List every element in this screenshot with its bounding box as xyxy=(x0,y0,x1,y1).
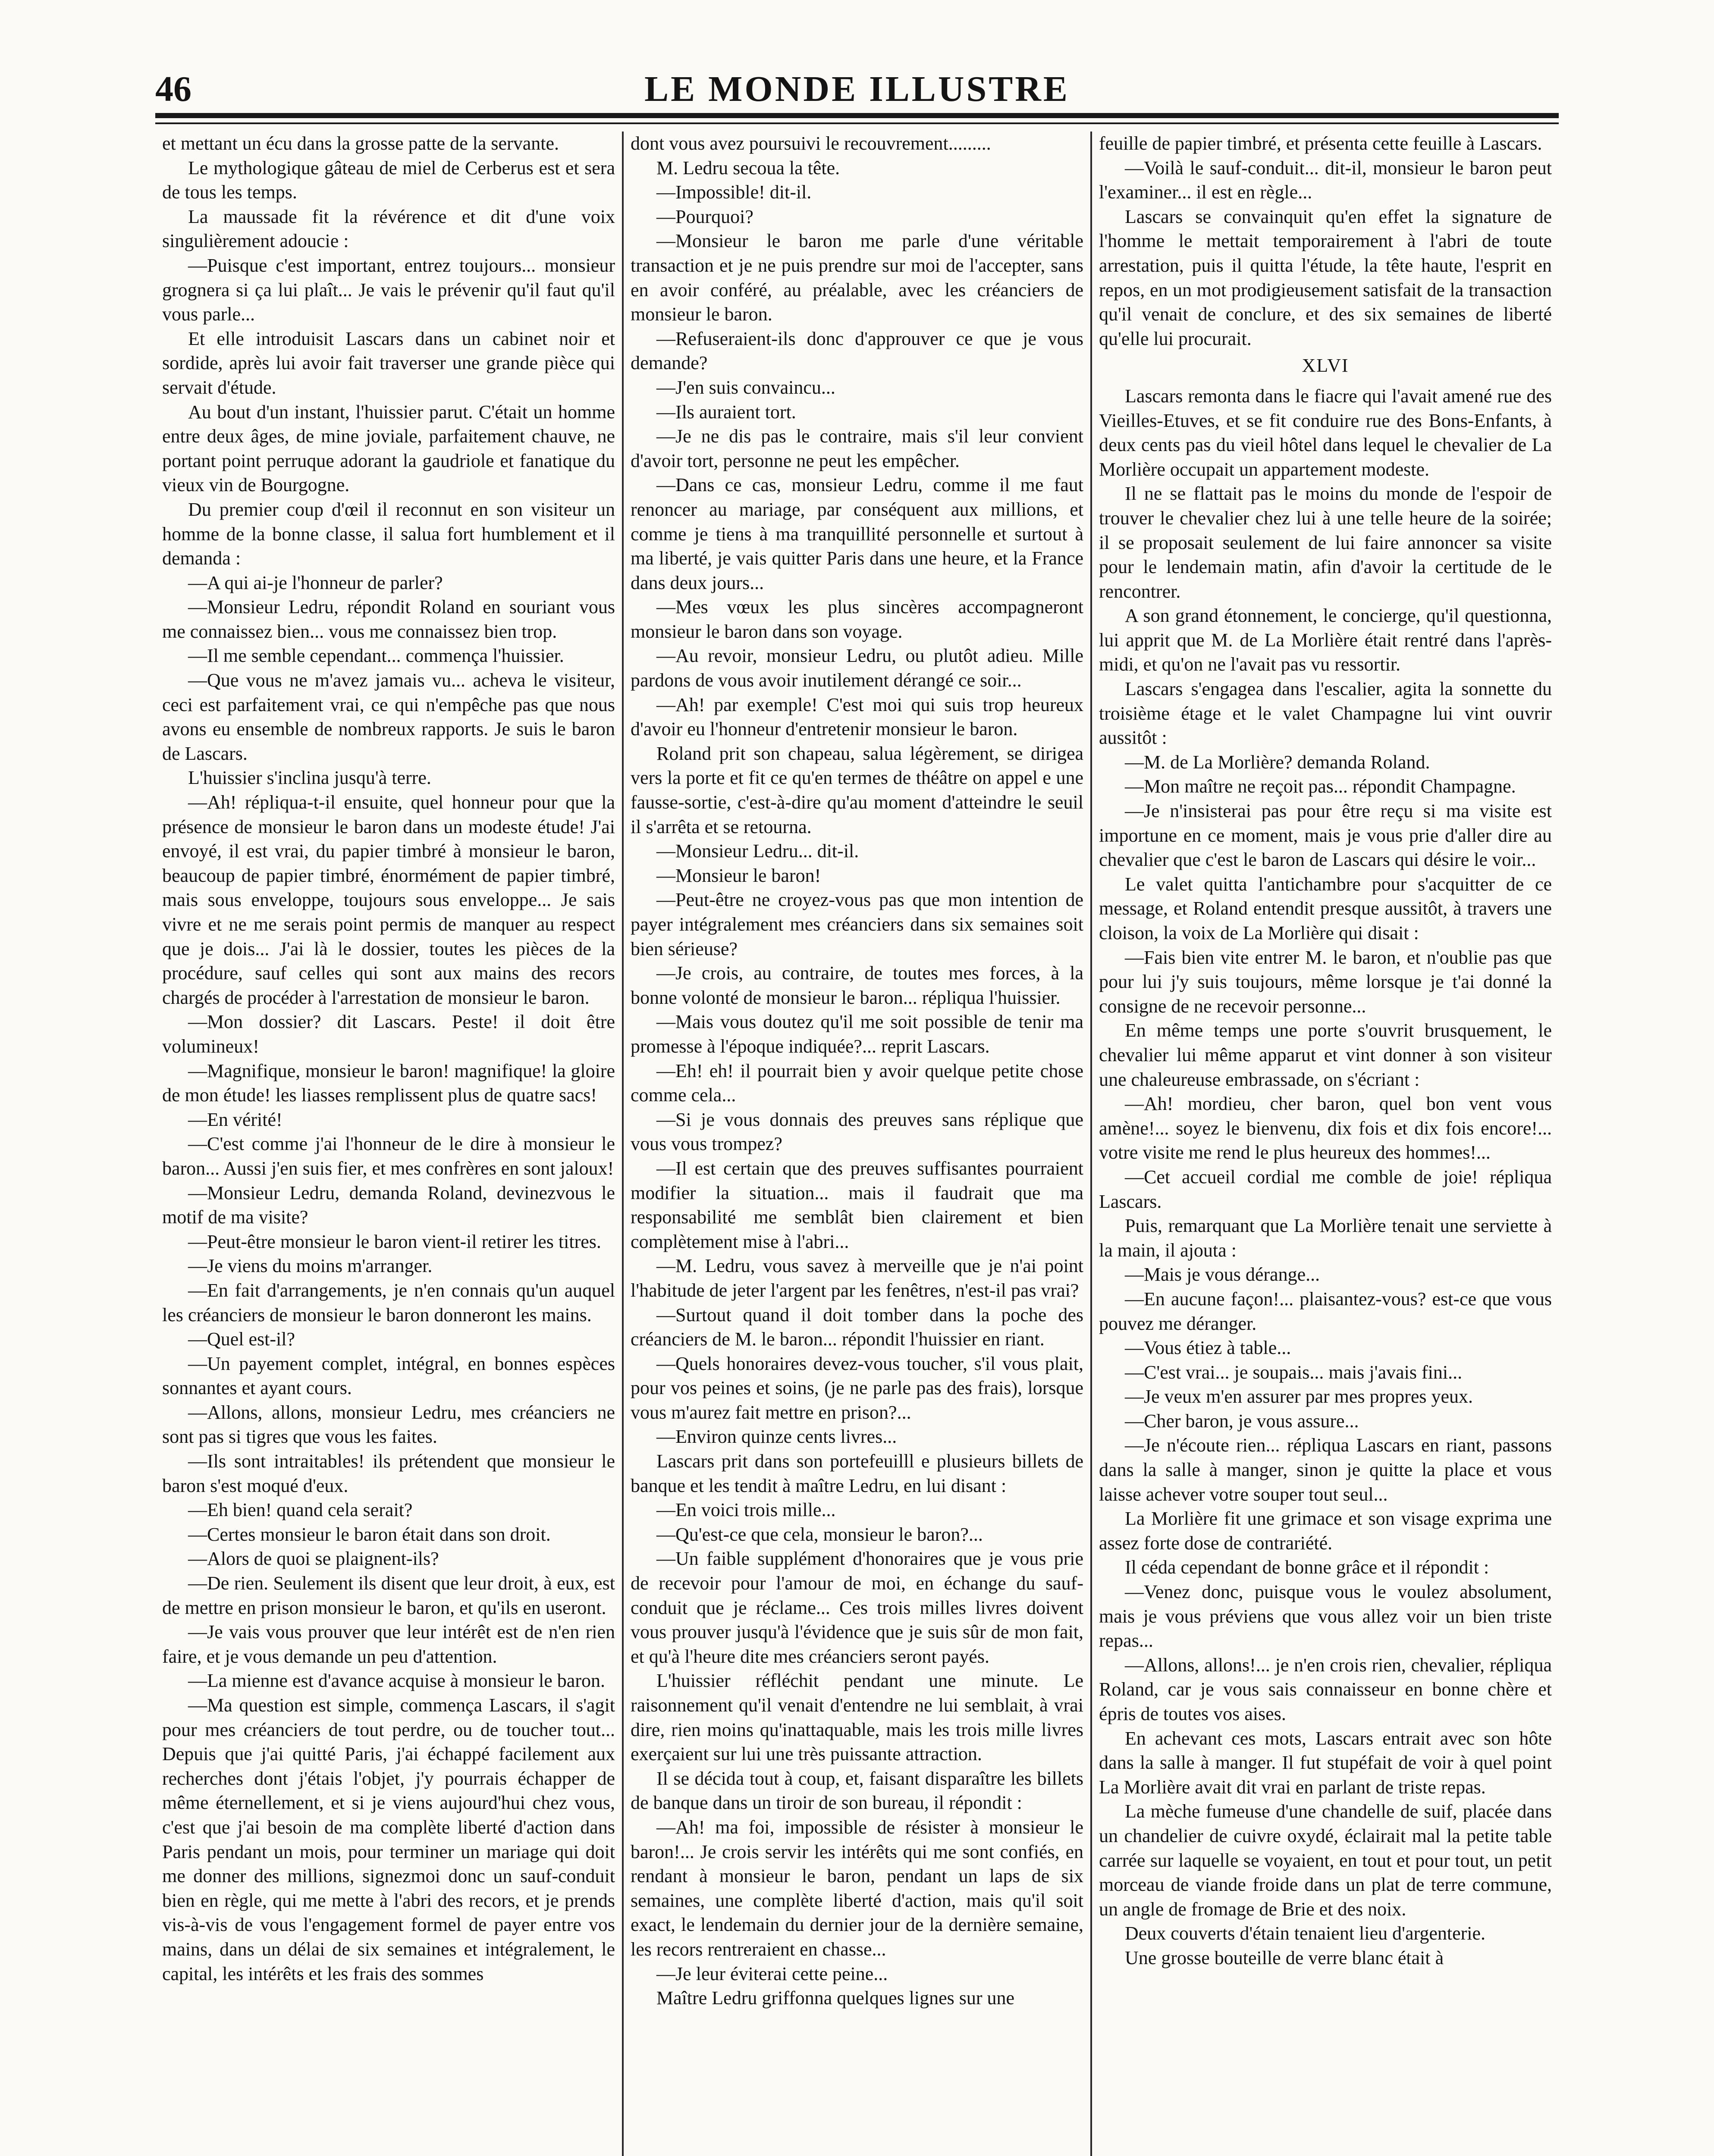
paragraph: —De rien. Seulement ils disent que leur droit, à eux, est de mettre en prison monsieur le baron, et qu'ils en useront. xyxy=(162,1573,615,1618)
paragraph: —Un payement complet, intégral, en bonnes espèces sonnantes et ayant cours. xyxy=(162,1353,615,1399)
paragraph: Deux couverts d'étain tenaient lieu d'argenterie. xyxy=(1125,1923,1486,1944)
paragraph: —Monsieur le baron! xyxy=(656,865,821,886)
paragraph: —Qu'est-ce que cela, monsieur le baron?... xyxy=(656,1523,983,1545)
paragraph: —Venez donc, puisque vous le voulez absolument, mais je vous préviens que vous allez voir un bien triste repas... xyxy=(1099,1581,1552,1651)
paragraph: —Un faible supplément d'honoraires que je vous prie de recevoir pour l'amour de moi, en échange du sauf-conduit que je réclame... Ces trois milles livres doivent vous prouver jusqu'à l'évidence que je suis sûr de mon fait, et qu'à l'heure dite mes créanciers seront payés. xyxy=(631,1548,1083,1667)
paragraph: et mettant un écu dans la grosse patte de la servante. xyxy=(162,133,559,154)
paragraph: —En fait d'arrangements, je n'en connais qu'un auquel les créanciers de monsieur le baron donneront les mains. xyxy=(162,1279,615,1326)
paragraph: Il ne se flattait pas le moins du monde de l'espoir de trouver le chevalier chez lui à une telle heure de la soirée; il se proposait seulement de lui faire annoncer sa visite pour le lendemain matin, afin d'avoir la certitude de le rencontrer. xyxy=(1099,483,1552,602)
paragraph: —Refuseraient-ils donc d'approuver ce que je vous demande? xyxy=(631,328,1083,374)
text-columns xyxy=(155,132,1559,2156)
paragraph: —Je n'écoute rien... répliqua Lascars en riant, passons dans la salle à manger, sinon je quitte la place et vous laisse achever votre souper tout seul... xyxy=(1099,1435,1552,1505)
paragraph: Lascars remonta dans le fiacre qui l'avait amené rue des Vieilles-Etuves, et se fit conduire rue des Bons-Enfants, à deux cents pas du vieil hôtel dans lequel le chevalier de La Morlière occupait un appartement modeste. xyxy=(1099,385,1552,480)
paragraph: —C'est vrai... je soupais... mais j'avais fini... xyxy=(1125,1361,1463,1383)
paragraph: —Je crois, au contraire, de toutes mes forces, à la bonne volonté de monsieur le baron... répliqua l'huissier. xyxy=(631,962,1083,1008)
header-rule-thick xyxy=(155,113,1559,118)
paragraph: Et elle introduisit Lascars dans un cabinet noir et sordide, après lui avoir fait traverser une grande pièce qui servait d'étude. xyxy=(162,328,615,398)
paragraph: Au bout d'un instant, l'huissier parut. C'était un homme entre deux âges, de mine joviale, parfaitement chauve, ne portant point perruque adorant la gaudriole et fanatique du vieux vin de Bourgogne. xyxy=(162,401,615,496)
paragraph: Roland prit son chapeau, salua légèrement, se dirigea vers la porte et fit ce qu'en termes de théâtre on appel e une fausse-sortie, c'est-à-dire qu'au moment d'atteindre le seuil il s'arrêta et se retourna. xyxy=(631,743,1083,837)
paragraph: —En voici trois mille... xyxy=(656,1499,836,1521)
paragraph: —Peut-être monsieur le baron vient-il retirer les titres. xyxy=(188,1231,601,1252)
paragraph: Il céda cependant de bonne grâce et il répondit : xyxy=(1125,1557,1489,1578)
column-middle xyxy=(624,132,1090,2156)
paragraph: —Quels honoraires devez-vous toucher, s'il vous plait, pour vos peines et soins, (je ne parle pas des frais), lorsque vous m'aurez fait mettre en prison?... xyxy=(631,1353,1083,1423)
paragraph: —Je ne dis pas le contraire, mais s'il leur convient d'avoir tort, personne ne peut les empêcher. xyxy=(631,426,1083,471)
paragraph: —Ah! par exemple! C'est moi qui suis trop heureux d'avoir eu l'honneur d'entretenir monsieur le baron. xyxy=(631,694,1083,740)
column-right xyxy=(1092,132,1559,2156)
paragraph: L'huissier réfléchit pendant une minute. Le raisonnement qu'il venait d'entendre ne lui semblait, à vrai dire, rien moins qu'inattaquable, mais les trois mille livres exerçaient sur lui une très puissante attraction. xyxy=(631,1670,1083,1765)
paragraph: —Mon dossier? dit Lascars. Peste! il doit être volumineux! xyxy=(162,1011,615,1057)
chapter-heading: XLVI xyxy=(1302,355,1349,376)
paragraph: —Peut-être ne croyez-vous pas que mon intention de payer intégralement mes créanciers dans six semaines soit bien sérieuse? xyxy=(631,889,1083,959)
paragraph: La mèche fumeuse d'une chandelle de suif, placée dans un chandelier de cuivre oxydé, éclairait mal la petite table carrée sur laquelle se voyaient, en tout et pour tout, un petit morceau de viande froide dans un plat de terre commune, un angle de fromage de Brie et des noix. xyxy=(1099,1801,1552,1920)
paragraph: —Impossible! dit-il. xyxy=(656,182,812,203)
paragraph: —Ah! répliqua-t-il ensuite, quel honneur pour que la présence de monsieur le baron dans un modeste étude! J'ai envoyé, il est vrai, du papier timbré à monsieur le baron, beaucoup de papier timbré, énormément de papier timbré, mais sous enveloppe, toujours sous enveloppe... Je sais vivre et ne me serais point permis de manquer au respect que je dois... J'ai là le dossier, toutes les pièces de la procédure, sauf celles qui sont aux mains des recors chargés de procéder à l'arrestation de monsieur le baron. xyxy=(162,792,615,1008)
paragraph: —M. Ledru, vous savez à merveille que je n'ai point l'habitude de jeter l'argent par les fenêtres, n'est-il pas vrai? xyxy=(631,1255,1083,1301)
paragraph: —Dans ce cas, monsieur Ledru, comme il me faut renoncer au mariage, par conséquent aux millions, et comme je tiens à ma tranquillité personnelle et surtout à ma liberté, je vais quitter Paris dans une heure, et la France dans deux jours... xyxy=(631,474,1083,593)
paragraph: —Voilà le sauf-conduit... dit-il, monsieur le baron peut l'examiner... il est en règle... xyxy=(1099,157,1552,203)
paragraph: —Que vous ne m'avez jamais vu... acheva le visiteur, ceci est parfaitement vrai, ce qui n'empêche pas que nous avons eu ensemble de nombreux rapports. Je suis le baron de Lascars. xyxy=(162,670,615,764)
paragraph: —Mes vœux les plus sincères accompagneront monsieur le baron dans son voyage. xyxy=(631,596,1083,642)
paragraph: —Ils sont intraitables! ils prétendent que monsieur le baron s'est moqué d'eux. xyxy=(162,1451,615,1496)
paragraph: M. Ledru secoua la tête. xyxy=(656,157,840,179)
paragraph: —Je n'insisterai pas pour être reçu si ma visite est importune en ce moment, mais je vous prie d'aller dire au chevalier que c'est le baron de Lascars qui désire le voir... xyxy=(1099,800,1552,871)
paragraph: —En vérité! xyxy=(188,1109,283,1130)
paragraph: dont vous avez poursuivi le recouvrement......... xyxy=(631,133,991,154)
page-header xyxy=(155,65,1559,116)
paragraph: —Monsieur Ledru, demanda Roland, devinezvous le motif de ma visite? xyxy=(162,1182,615,1228)
paragraph: —J'en suis convaincu... xyxy=(656,376,835,398)
paragraph: —Pourquoi? xyxy=(656,206,753,227)
paragraph: Lascars prit dans son portefeuilll e plusieurs billets de banque et les tendit à maître Ledru, en lui disant : xyxy=(631,1451,1083,1496)
paragraph: Le mythologique gâteau de miel de Cerberus est et sera de tous les temps. xyxy=(162,157,615,203)
paragraph: Puis, remarquant que La Morlière tenait une serviette à la main, il ajouta : xyxy=(1099,1215,1552,1261)
paragraph: —Cet accueil cordial me comble de joie! répliqua Lascars. xyxy=(1099,1166,1552,1212)
paragraph: —Magnifique, monsieur le baron! magnifique! la gloire de mon étude! les liasses remplissent plus de quatre sacs! xyxy=(162,1060,615,1106)
paragraph: —Monsieur le baron me parle d'une véritable transaction et je ne puis prendre sur moi de l'accepter, sans en avoir conféré, au préalable, avec les créanciers de monsieur le baron. xyxy=(631,230,1083,325)
paragraph: —Au revoir, monsieur Ledru, ou plutôt adieu. Mille pardons de vous avoir inutilement dérangé ce soir... xyxy=(631,645,1083,691)
page-number: 46 xyxy=(155,69,191,109)
paragraph: —Monsieur Ledru... dit-il. xyxy=(656,840,859,862)
paragraph: En même temps une porte s'ouvrit brusquement, le chevalier lui même apparut et vint donner à son visiteur une chaleureuse embrassade, on s'écriant : xyxy=(1099,1020,1552,1090)
paragraph: —Ah! mordieu, cher baron, quel bon vent vous amène!... soyez le bienvenu, dix fois et dix fois encore!... votre visite me rend le plus heureux des hommes!... xyxy=(1099,1093,1552,1163)
paragraph: —Surtout quand il doit tomber dans la poche des créanciers de M. le baron... répondit l'huissier en riant. xyxy=(631,1304,1083,1350)
paragraph: —En aucune façon!... plaisantez-vous? est-ce que vous pouvez me déranger. xyxy=(1099,1288,1552,1334)
paragraph: —Certes monsieur le baron était dans son droit. xyxy=(188,1523,551,1545)
paragraph: —C'est comme j'ai l'honneur de le dire à monsieur le baron... Aussi j'en suis fier, et mes confrères en sont jaloux! xyxy=(162,1133,615,1179)
paragraph: —Fais bien vite entrer M. le baron, et n'oublie pas que pour lui j'y suis toujours, même lorsque je t'ai donné la consigne de ne recevoir personne... xyxy=(1099,946,1552,1017)
paragraph: Il se décida tout à coup, et, faisant disparaître les billets de banque dans un tiroir de son bureau, il répondit : xyxy=(631,1767,1083,1814)
paragraph: —Il est certain que des preuves suffisantes pourraient modifier la situation... mais il faudrait que ma responsabilité me semblât bien clairement et bien complètement mise à l'abri... xyxy=(631,1157,1083,1252)
paragraph: —Eh! eh! il pourrait bien y avoir quelque petite chose comme cela... xyxy=(631,1060,1083,1106)
paragraph: —Mais je vous dérange... xyxy=(1125,1264,1320,1285)
paragraph: Le valet quitta l'antichambre pour s'acquitter de ce message, et Roland entendit presque aussitôt, à travers une cloison, la voix de La Morlière qui disait : xyxy=(1099,873,1552,943)
paragraph: —Ils auraient tort. xyxy=(656,401,796,423)
paragraph: —Monsieur Ledru, répondit Roland en souriant vous me connaissez bien... vous me connaissez bien trop. xyxy=(162,596,615,642)
paragraph: —Environ quinze cents livres... xyxy=(656,1426,897,1448)
paragraph: —Si je vous donnais des preuves sans réplique que vous vous trompez? xyxy=(631,1109,1083,1155)
paragraph: L'huissier s'inclina jusqu'à terre. xyxy=(188,767,431,789)
paragraph: Du premier coup d'œil il reconnut en son visiteur un homme de la bonne classe, il salua fort humblement et il demanda : xyxy=(162,498,615,569)
paragraph: —Je veux m'en assurer par mes propres yeux. xyxy=(1125,1386,1473,1407)
paragraph: Lascars s'engagea dans l'escalier, agita la sonnette du troisième étage et le valet Champagne lui vint ouvrir aussitôt : xyxy=(1099,678,1552,749)
paragraph: —Alors de quoi se plaignent-ils? xyxy=(188,1548,439,1570)
paragraph: —Quel est-il? xyxy=(188,1329,295,1350)
paragraph: La maussade fit la révérence et dit d'une voix singulièrement adoucie : xyxy=(162,206,615,252)
masthead-title: LE MONDE ILLUSTRE xyxy=(644,69,1070,109)
paragraph: Lascars se convainquit qu'en effet la signature de l'homme le mettait temporairement à l'abri de toute arrestation, puis il quitta l'étude, la tête haute, l'esprit en repos, en un mot prodigieusement satisfait de la transaction qu'il venait de conclure, et des six semaines de liberté qu'elle lui procurait. xyxy=(1099,206,1552,349)
paragraph: Une grosse bouteille de verre blanc était à xyxy=(1125,1947,1444,1968)
paragraph: —Puisque c'est important, entrez toujours... monsieur grognera si ça lui plaît... Je vais le prévenir qu'il faut qu'il vous parle... xyxy=(162,254,615,325)
header-rule-thin xyxy=(155,122,1559,124)
paragraph: —Eh bien! quand cela serait? xyxy=(188,1499,413,1521)
paragraph: —Je viens du moins m'arranger. xyxy=(188,1255,433,1277)
paragraph: La Morlière fit une grimace et son visage exprima une assez forte dose de contrariété. xyxy=(1099,1508,1552,1554)
paragraph: —Cher baron, je vous assure... xyxy=(1125,1410,1359,1432)
paragraph: —Allons, allons, monsieur Ledru, mes créanciers ne sont pas si tigres que vous les faites. xyxy=(162,1401,615,1448)
paragraph: En achevant ces mots, Lascars entrait avec son hôte dans la salle à manger. Il fut stupéfait de voir à quel point La Morlière avait dit vrai en parlant de triste repas. xyxy=(1099,1727,1552,1798)
paragraph: —Je leur éviterai cette peine... xyxy=(656,1963,888,1984)
paragraph: —Vous étiez à table... xyxy=(1125,1337,1291,1359)
paragraph: —Ma question est simple, commença Lascars, il s'agit pour mes créanciers de tout perdre, ou de toucher tout... Depuis que j'ai quitté Paris, j'ai échappé facilement aux recherches dont j'étais l'objet, j'y pourrais échapper de même éternellement, et si je viens aujourd'hui chez vous, c'est que j'ai besoin de ma complète liberté d'action dans Paris pendant un mois, pour terminer un mariage qui doit me donner des millions, signezmoi donc un sauf-conduit bien en règle, qui me mette à l'abri des recors, et je prends vis-à-vis de vous l'engagement formel de payer entre vos mains, dans un délai de six semaines et intégralement, le capital, les intérêts et les frais des sommes xyxy=(162,1695,615,1984)
paragraph: —Je vais vous prouver que leur intérêt est de n'en rien faire, et je vous demande un peu d'attention. xyxy=(162,1621,615,1667)
paragraph: —Mon maître ne reçoit pas... répondit Champagne. xyxy=(1125,776,1516,797)
paragraph: —La mienne est d'avance acquise à monsieur le baron. xyxy=(188,1670,605,1692)
paragraph: —M. de La Morlière? demanda Roland. xyxy=(1125,751,1430,773)
paragraph: —A qui ai-je l'honneur de parler? xyxy=(188,572,443,593)
paragraph: Maître Ledru griffonna quelques lignes sur une xyxy=(656,1987,1015,2009)
column-left xyxy=(155,132,622,2156)
paragraph: —Allons, allons!... je n'en crois rien, chevalier, répliqua Roland, car je vous sais connaisseur en bonne chère et épris de toutes vos aises. xyxy=(1099,1654,1552,1724)
paragraph: —Il me semble cependant... commença l'huissier. xyxy=(188,645,564,667)
paragraph: A son grand étonnement, le concierge, qu'il questionna, lui apprit que M. de La Morlière était rentré dans l'après-midi, et qu'on ne l'avait pas vu ressortir. xyxy=(1099,605,1552,675)
paragraph: —Mais vous doutez qu'il me soit possible de tenir ma promesse à l'époque indiquée?... reprit Lascars. xyxy=(631,1011,1083,1057)
paragraph: —Ah! ma foi, impossible de résister à monsieur le baron!... Je crois servir les intérêts qui me sont confiés, en rendant à monsieur le baron, pendant un laps de six semaines, une complète liberté d'action, mais qu'il soit exact, le lendemain du dernier jour de la dernière semaine, les recors rentreraient en chasse... xyxy=(631,1816,1083,1960)
paragraph: feuille de papier timbré, et présenta cette feuille à Lascars. xyxy=(1099,133,1542,154)
